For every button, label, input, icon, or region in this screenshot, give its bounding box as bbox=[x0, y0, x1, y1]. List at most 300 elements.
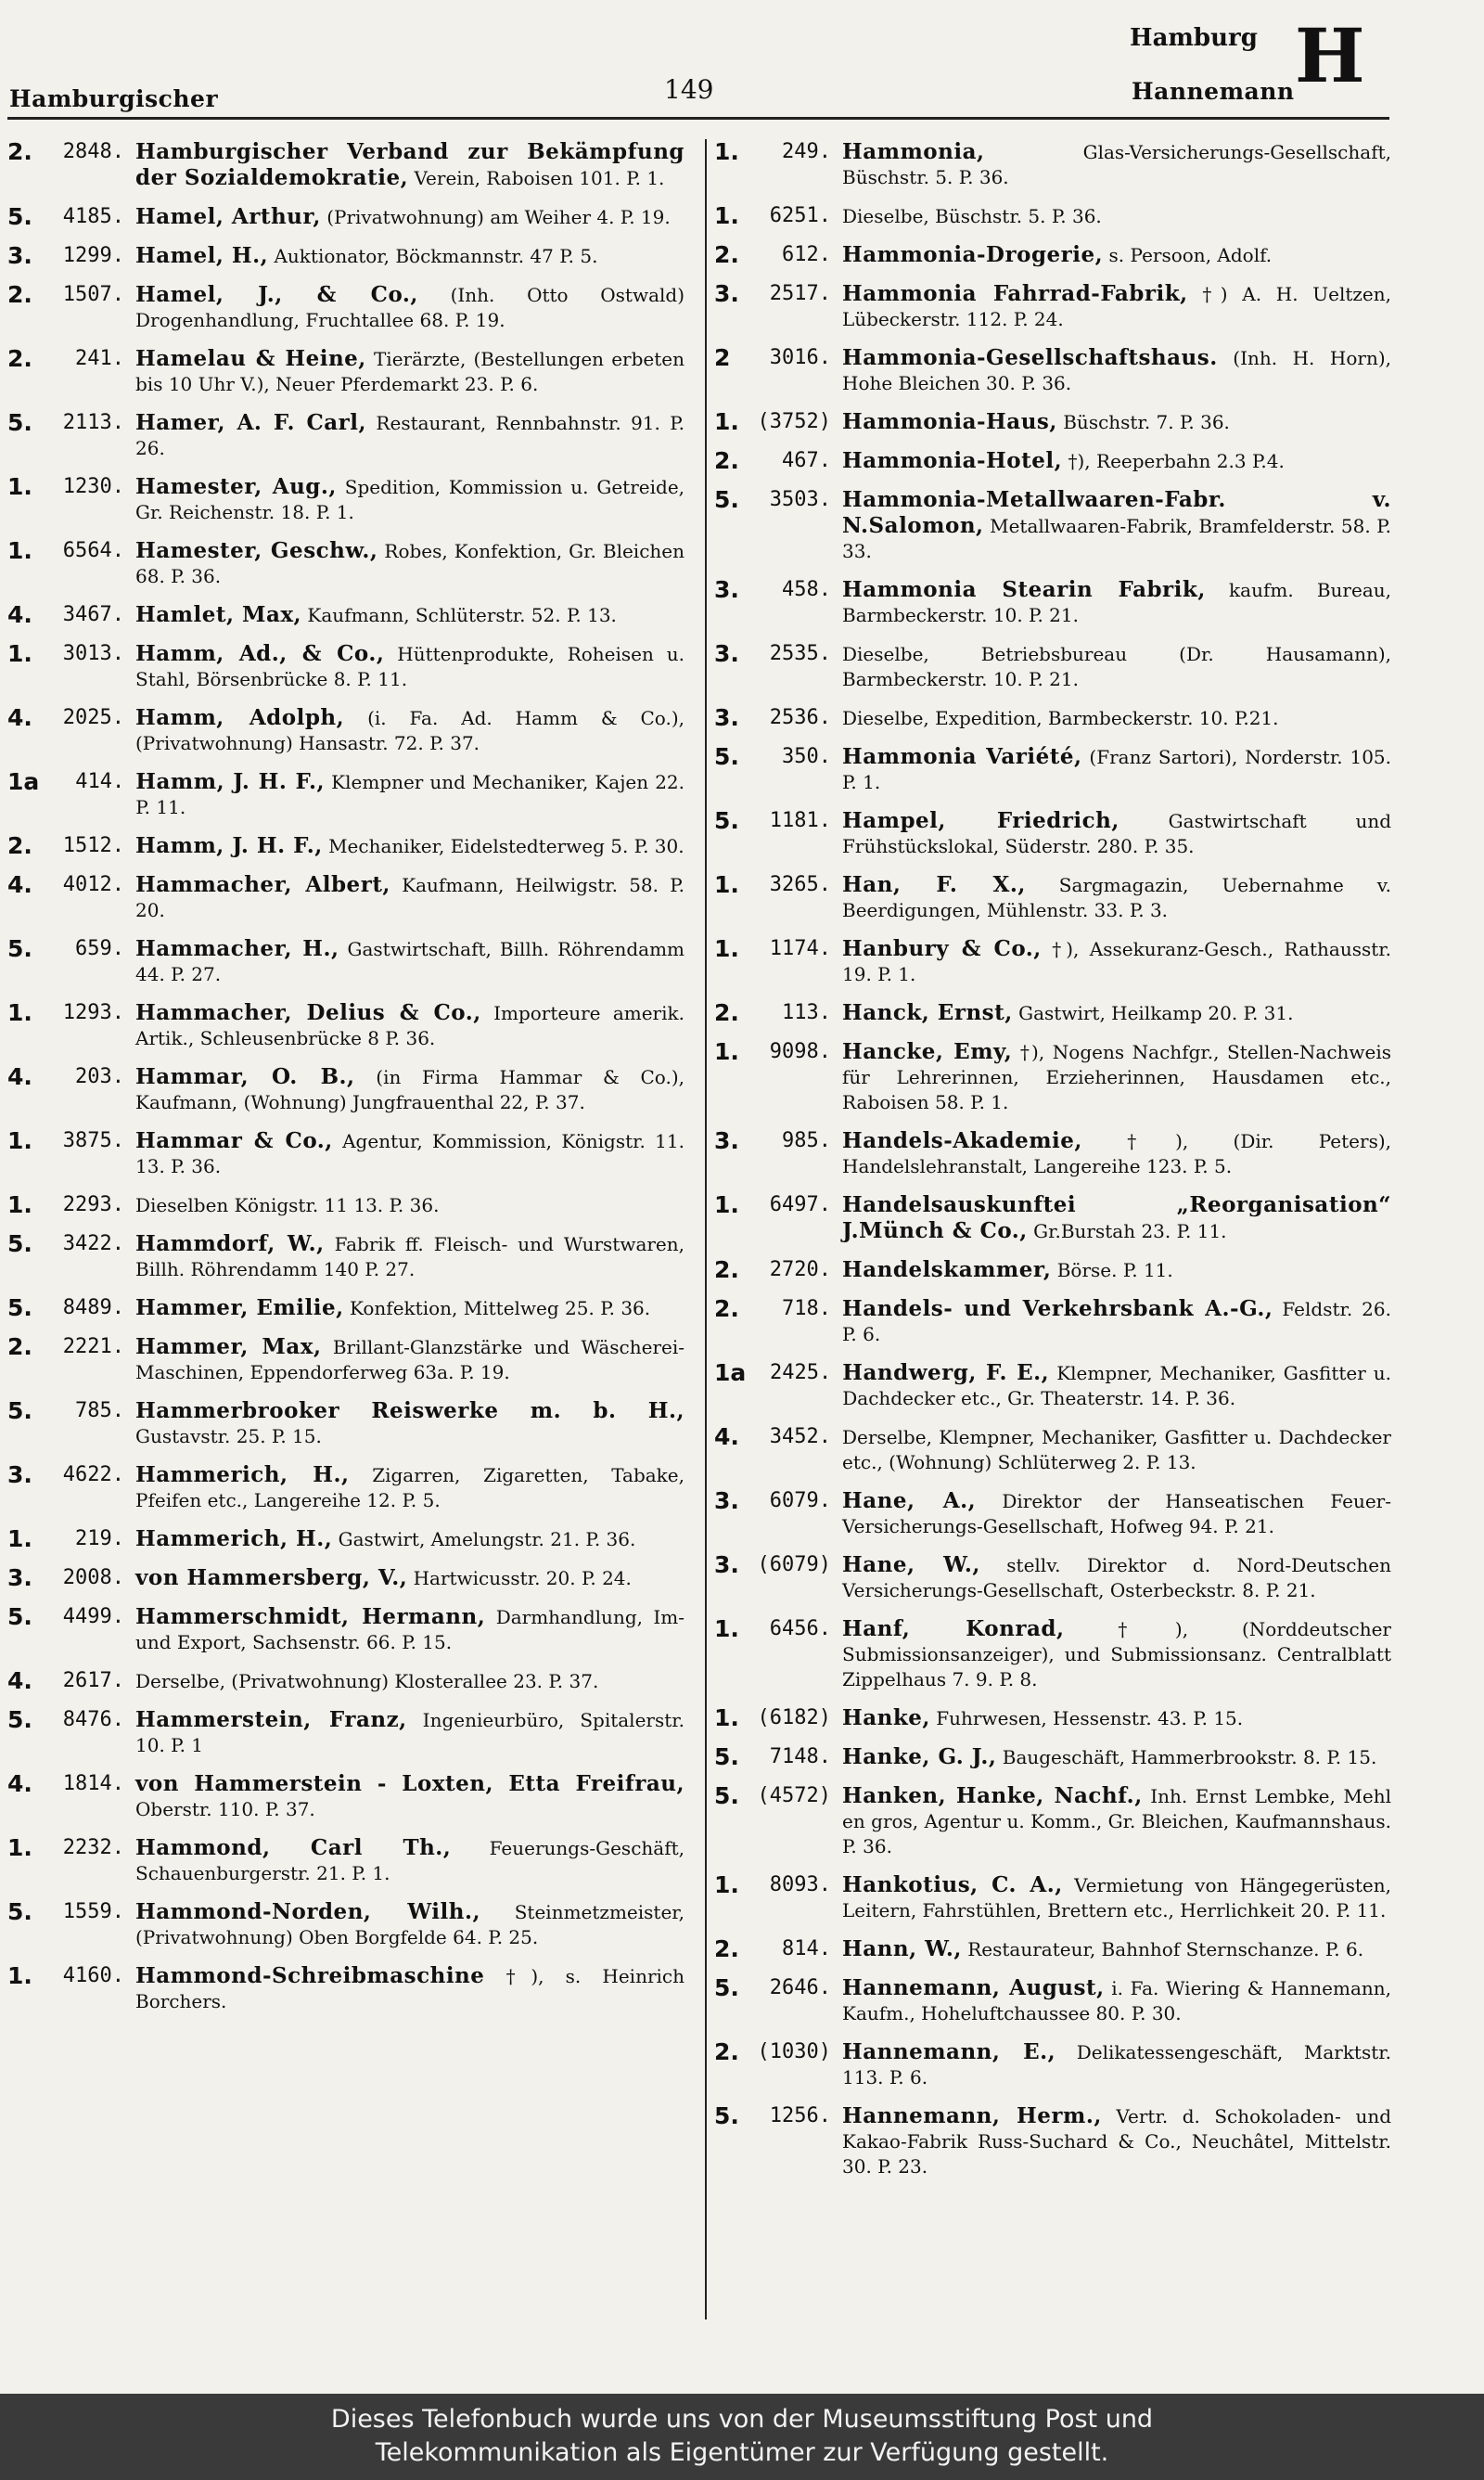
subscriber-details: Restaurant, Rennbahnstr. 91. P. 26. bbox=[135, 412, 684, 459]
subscriber-details: †) A. H. Ueltzen, Lübeckerstr. 112. P. 24. bbox=[842, 283, 1391, 330]
directory-entry bbox=[714, 409, 1391, 435]
directory-entry bbox=[714, 1616, 1391, 1692]
subscriber-details: Derselbe, (Privatwohnung) Klosterallee 23. P. 37. bbox=[135, 1670, 599, 1692]
running-head-left: Hamburgischer bbox=[9, 85, 219, 112]
phone-number: 6497. bbox=[769, 1193, 831, 1216]
entry-text bbox=[135, 1000, 684, 1051]
entry-text bbox=[842, 2103, 1391, 2179]
phone-number: 1293. bbox=[62, 1001, 124, 1024]
directory-entry bbox=[714, 1744, 1391, 1770]
phone-number: 814. bbox=[782, 1937, 831, 1960]
subscriber-name: Hamester, Aug., bbox=[135, 474, 337, 499]
subscriber-details: Darmhandlung, Im- und Export, Sachsenstr. 66. P. 15. bbox=[135, 1606, 684, 1653]
phone-number: 1299. bbox=[62, 244, 124, 267]
phone-number: 2535. bbox=[769, 642, 831, 665]
phone-number: 241. bbox=[75, 347, 124, 370]
exchange-prefix: 1. bbox=[714, 935, 739, 962]
directory-entry bbox=[714, 1552, 1391, 1603]
entry-text bbox=[135, 1565, 684, 1591]
subscriber-details: Derselbe, Klempner, Mechaniker, Gasfitter u. Dachdecker etc., (Wohnung) Schlüterweg 2. P. 13. bbox=[842, 1426, 1391, 1473]
entry-text bbox=[842, 1552, 1391, 1603]
directory-entry bbox=[7, 1295, 684, 1321]
phone-number: 2293. bbox=[62, 1193, 124, 1216]
directory-entry bbox=[7, 243, 684, 269]
directory-entry bbox=[7, 538, 684, 589]
subscriber-details: (i. Fa. Ad. Hamm & Co.), (Privatwohnung) Hansastr. 72. P. 37. bbox=[135, 707, 684, 754]
phone-number: 4499. bbox=[62, 1605, 124, 1628]
subscriber-name: Hammacher, Albert, bbox=[135, 872, 390, 897]
entry-text bbox=[135, 204, 684, 230]
directory-entry bbox=[714, 2039, 1391, 2090]
directory-entry bbox=[714, 1257, 1391, 1283]
entry-text bbox=[135, 346, 684, 397]
exchange-prefix: 1. bbox=[7, 999, 32, 1026]
subscriber-details: i. Fa. Wiering & Hannemann, Kaufm., Hoheluftchaussee 80. P. 30. bbox=[842, 1977, 1391, 2024]
entry-text bbox=[842, 1705, 1391, 1731]
subscriber-name: Hammerich, H., bbox=[135, 1462, 350, 1487]
subscriber-name: Hannemann, Herm., bbox=[842, 2103, 1102, 2128]
entry-text bbox=[842, 1744, 1391, 1770]
exchange-prefix: 2. bbox=[7, 832, 32, 859]
phone-number: (3752) bbox=[757, 410, 831, 433]
directory-entry bbox=[714, 1000, 1391, 1026]
entry-text bbox=[842, 705, 1391, 731]
phone-number: 414. bbox=[75, 770, 125, 793]
subscriber-name: Hammer, Emilie, bbox=[135, 1295, 344, 1320]
exchange-prefix: 4. bbox=[714, 1423, 739, 1450]
entry-text bbox=[135, 936, 684, 987]
exchange-prefix: 1. bbox=[7, 1525, 32, 1552]
exchange-prefix: 2. bbox=[714, 2038, 739, 2065]
subscriber-name: Hamm, J. H. F., bbox=[135, 833, 323, 858]
phone-number: (4572) bbox=[757, 1784, 831, 1807]
directory-entry bbox=[714, 242, 1391, 268]
directory-entry bbox=[7, 1064, 684, 1115]
subscriber-details: Agentur, Kommission, Königstr. 11. 13. P. 36. bbox=[135, 1130, 684, 1177]
subscriber-name: Hane, W., bbox=[842, 1552, 980, 1577]
entry-text bbox=[842, 1936, 1391, 1962]
exchange-prefix: 1. bbox=[7, 1191, 32, 1218]
subscriber-name: Hancke, Emy, bbox=[842, 1039, 1013, 1064]
entry-text bbox=[135, 1231, 684, 1282]
exchange-prefix: 2. bbox=[714, 1256, 739, 1283]
subscriber-name: Hammacher, H., bbox=[135, 936, 339, 961]
phone-number: 467. bbox=[782, 449, 831, 472]
subscriber-name: Hammar, O. B., bbox=[135, 1064, 355, 1089]
directory-entry bbox=[714, 1360, 1391, 1411]
subscriber-details: Gastwirtschaft und Frühstückslokal, Süderstr. 280. P. 35. bbox=[842, 810, 1391, 857]
phone-number: 458. bbox=[782, 578, 831, 601]
subscriber-details: Gustavstr. 25. P. 15. bbox=[135, 1425, 322, 1447]
entry-text bbox=[842, 872, 1391, 923]
subscriber-details: Kaufmann, Heilwigstr. 58. P. 20. bbox=[135, 874, 684, 921]
subscriber-details: Gastwirt, Amelungstr. 21. P. 36. bbox=[338, 1528, 636, 1550]
subscriber-details: Hüttenprodukte, Roheisen u. Stahl, Börsenbrücke 8. P. 11. bbox=[135, 643, 684, 690]
phone-number: 1181. bbox=[769, 809, 831, 832]
directory-entry bbox=[7, 1462, 684, 1513]
subscriber-details: Fuhrwesen, Hessenstr. 43. P. 15. bbox=[936, 1707, 1244, 1729]
phone-number: 350. bbox=[782, 745, 831, 768]
phone-number: 219. bbox=[75, 1527, 124, 1550]
phone-number: 1230. bbox=[62, 475, 124, 498]
subscriber-details: Delikatessengeschäft, Marktstr. 113. P. 6. bbox=[842, 2041, 1391, 2088]
directory-entry bbox=[714, 577, 1391, 628]
subscriber-name: Hammonia Fahrrad-Fabrik, bbox=[842, 281, 1188, 306]
directory-entry bbox=[7, 1526, 684, 1552]
exchange-prefix: 5. bbox=[7, 1230, 32, 1257]
exchange-prefix: 5. bbox=[7, 1898, 32, 1925]
exchange-prefix: 1. bbox=[714, 1704, 739, 1731]
subscriber-name: Hammerich, H., bbox=[135, 1526, 333, 1551]
subscriber-details: †), Reeperbahn 2.3 P.4. bbox=[1068, 450, 1285, 472]
subscriber-name: Hammerstein, Franz, bbox=[135, 1707, 407, 1732]
phone-number: 4622. bbox=[62, 1463, 124, 1486]
subscriber-details: †), s. Heinrich Borchers. bbox=[135, 1965, 684, 2012]
exchange-prefix: 3. bbox=[714, 1551, 739, 1578]
subscriber-details: Sargmagazin, Uebernahme v. Beerdigungen, Mühlenstr. 33. P. 3. bbox=[842, 874, 1391, 921]
directory-entry bbox=[714, 744, 1391, 795]
phone-number: 2025. bbox=[62, 706, 124, 729]
entry-text bbox=[135, 1192, 684, 1218]
directory-entry bbox=[7, 872, 684, 923]
exchange-prefix: 4. bbox=[7, 1770, 32, 1797]
exchange-prefix: 3. bbox=[714, 1127, 739, 1154]
exchange-prefix: 4. bbox=[7, 871, 32, 898]
entry-text bbox=[842, 577, 1391, 628]
subscriber-name: Hanck, Ernst, bbox=[842, 1000, 1013, 1025]
entry-text bbox=[842, 641, 1391, 692]
phone-number: (6079) bbox=[757, 1553, 831, 1576]
subscriber-name: Hammonia Variété, bbox=[842, 744, 1082, 769]
exchange-prefix: 4. bbox=[7, 704, 32, 731]
phone-number: 1512. bbox=[62, 834, 124, 857]
entry-text bbox=[842, 1360, 1391, 1411]
subscriber-details: Importeure amerik. Artik., Schleusenbrücke 8 P. 36. bbox=[135, 1002, 684, 1049]
directory-entry bbox=[7, 602, 684, 628]
exchange-prefix: 5. bbox=[7, 1603, 32, 1630]
subscriber-name: Hammonia Stearin Fabrik, bbox=[842, 577, 1206, 602]
entry-text bbox=[135, 282, 684, 333]
phone-number: 9098. bbox=[769, 1040, 831, 1063]
phone-number: 7148. bbox=[769, 1745, 831, 1768]
directory-entry bbox=[7, 1771, 684, 1822]
exchange-prefix: 2. bbox=[714, 1935, 739, 1962]
exchange-prefix: 1. bbox=[7, 1834, 32, 1861]
exchange-prefix: 3. bbox=[714, 280, 739, 307]
subscriber-details: Feldstr. 26. P. 6. bbox=[842, 1298, 1391, 1345]
phone-number: 1507. bbox=[62, 283, 124, 306]
entry-text bbox=[842, 487, 1391, 564]
subscriber-details: Hartwicusstr. 20. P. 24. bbox=[413, 1567, 632, 1589]
subscriber-name: Hanke, G. J., bbox=[842, 1744, 997, 1769]
subscriber-name: Hammonia-Gesellschaftshaus. bbox=[842, 345, 1218, 370]
directory-entry bbox=[714, 1975, 1391, 2026]
phone-number: 8476. bbox=[62, 1708, 124, 1731]
subscriber-name: Hamburgischer Verband zur Bekämpfung der Sozialdemokratie, bbox=[135, 139, 684, 190]
phone-number: 249. bbox=[782, 140, 831, 163]
directory-entry bbox=[714, 1424, 1391, 1475]
phone-number: 203. bbox=[75, 1065, 124, 1088]
exchange-prefix: 1. bbox=[7, 1962, 32, 1989]
exchange-prefix: 1. bbox=[714, 202, 739, 229]
directory-entry bbox=[7, 1899, 684, 1950]
phone-number: 1174. bbox=[769, 937, 831, 960]
phone-number: 2848. bbox=[62, 140, 124, 163]
phone-number: 6079. bbox=[769, 1489, 831, 1512]
directory-entry bbox=[714, 1783, 1391, 1859]
directory-entry bbox=[714, 1192, 1391, 1244]
phone-number: 4160. bbox=[62, 1964, 124, 1987]
subscriber-name: Hammacher, Delius & Co., bbox=[135, 1000, 481, 1025]
entry-text bbox=[842, 1000, 1391, 1026]
exchange-prefix: 2. bbox=[714, 999, 739, 1026]
subscriber-details: Dieselbe, Büschstr. 5. P. 36. bbox=[842, 205, 1102, 227]
subscriber-name: Hanbury & Co., bbox=[842, 936, 1042, 961]
entry-text bbox=[135, 1771, 684, 1822]
directory-entry bbox=[7, 705, 684, 756]
subscriber-details: Gastwirt, Heilkamp 20. P. 31. bbox=[1018, 1002, 1294, 1024]
subscriber-details: Büschstr. 7. P. 36. bbox=[1063, 411, 1230, 433]
entry-text bbox=[842, 1192, 1391, 1244]
exchange-prefix: 2. bbox=[7, 139, 32, 165]
subscriber-details: Mechaniker, Eidelstedterweg 5. P. 30. bbox=[328, 835, 684, 857]
running-head-right-bottom: Hannemann bbox=[1132, 78, 1295, 105]
entry-text bbox=[842, 1296, 1391, 1347]
directory-entry bbox=[714, 139, 1391, 190]
entry-text bbox=[842, 409, 1391, 435]
subscriber-details: Inh. Ernst Lembke, Mehl en gros, Agentur u. Komm., Gr. Bleichen, Kaufmannshaus. P. 36. bbox=[842, 1785, 1391, 1857]
entry-text bbox=[135, 1707, 684, 1758]
phone-number: 3265. bbox=[769, 873, 831, 896]
subscriber-name: Hammonia, bbox=[842, 139, 985, 164]
entry-text bbox=[842, 2039, 1391, 2090]
phone-number: 3452. bbox=[769, 1425, 831, 1448]
phone-number: 3422. bbox=[62, 1232, 124, 1255]
subscriber-details: (Privatwohnung) am Weiher 4. P. 19. bbox=[326, 206, 671, 228]
subscriber-details: Dieselbe, Betriebsbureau (Dr. Hausamann), Barmbeckerstr. 10. P. 21. bbox=[842, 643, 1391, 690]
subscriber-details: Metallwaaren-Fabrik, Bramfelderstr. 58. P. 33. bbox=[842, 515, 1391, 562]
entry-text bbox=[135, 769, 684, 820]
phone-number: 2517. bbox=[769, 282, 831, 305]
subscriber-name: Handels- und Verkehrsbank A.-G., bbox=[842, 1296, 1273, 1321]
subscriber-name: Hammerbrooker Reiswerke m. b. H., bbox=[135, 1398, 684, 1423]
running-head-right-top: Hamburg bbox=[1130, 24, 1258, 52]
directory-entry bbox=[7, 1668, 684, 1694]
exchange-prefix: 2. bbox=[714, 447, 739, 474]
directory-entry bbox=[7, 139, 684, 191]
phone-number: 6564. bbox=[62, 539, 124, 562]
entry-text bbox=[135, 243, 684, 269]
entry-text bbox=[135, 1334, 684, 1385]
directory-entry bbox=[7, 346, 684, 397]
entry-text bbox=[135, 833, 684, 859]
directory-entry bbox=[7, 1707, 684, 1758]
subscriber-name: Hammonia-Metallwaaren-Fabr. v. N.Salomon, bbox=[842, 487, 1391, 538]
entry-text bbox=[842, 1616, 1391, 1692]
exchange-prefix: 1. bbox=[714, 139, 739, 165]
subscriber-details: Klempner und Mechaniker, Kajen 22. P. 11. bbox=[135, 771, 684, 818]
directory-entry bbox=[714, 872, 1391, 923]
exchange-prefix: 1. bbox=[714, 1615, 739, 1642]
directory-entry bbox=[7, 474, 684, 525]
phone-number: 659. bbox=[75, 937, 124, 960]
entry-text bbox=[842, 1783, 1391, 1859]
subscriber-details: Brillant-Glanzstärke und Wäscherei-Maschinen, Eppendorferweg 63a. P. 19. bbox=[135, 1336, 684, 1383]
subscriber-name: Hannemann, E., bbox=[842, 2039, 1056, 2064]
phone-number: 3467. bbox=[62, 603, 124, 626]
directory-entry bbox=[714, 808, 1391, 859]
directory-entry bbox=[7, 1963, 684, 2014]
phone-number: (1030) bbox=[757, 2040, 831, 2063]
phone-number: 113. bbox=[782, 1001, 831, 1024]
entry-text bbox=[135, 1604, 684, 1655]
entry-text bbox=[135, 872, 684, 923]
phone-number: 3875. bbox=[62, 1129, 124, 1152]
entry-text bbox=[135, 1128, 684, 1179]
subscriber-name: Hamel, Arthur, bbox=[135, 204, 321, 229]
phone-number: 785. bbox=[75, 1399, 124, 1422]
phone-number: 612. bbox=[782, 243, 831, 266]
section-letter: H bbox=[1295, 12, 1365, 99]
directory-entry bbox=[714, 1872, 1391, 1923]
exchange-prefix: 5. bbox=[714, 2102, 739, 2129]
subscriber-details: Gr.Burstah 23. P. 11. bbox=[1033, 1220, 1227, 1242]
subscriber-details: s. Persoon, Adolf. bbox=[1108, 244, 1273, 266]
exchange-prefix: 5. bbox=[714, 1974, 739, 2001]
subscriber-details: Dieselbe, Expedition, Barmbeckerstr. 10. P.21. bbox=[842, 707, 1279, 729]
entry-text bbox=[842, 139, 1391, 190]
phone-number: 4185. bbox=[62, 205, 124, 228]
entry-text bbox=[842, 203, 1391, 229]
subscriber-name: Handwerg, F. E., bbox=[842, 1360, 1050, 1385]
subscriber-name: Hamer, A. F. Carl, bbox=[135, 410, 367, 435]
subscriber-details: †), Nogens Nachfgr., Stellen-Nachweis für Lehrerinnen, Erzieherinnen, Hausdamen etc., Raboisen 58. P. 1. bbox=[842, 1041, 1391, 1113]
subscriber-name: Hampel, Friedrich, bbox=[842, 808, 1119, 833]
subscriber-details: Vermietung von Hängegerüsten, Leitern, Fahrstühlen, Brettern etc., Herrlichkeit 20. P. 11. bbox=[842, 1874, 1391, 1921]
entry-text bbox=[135, 1295, 684, 1321]
entry-text bbox=[135, 1668, 684, 1694]
subscriber-details: Dieselben Königstr. 11 13. P. 36. bbox=[135, 1194, 440, 1216]
directory-entry bbox=[714, 487, 1391, 564]
entry-text bbox=[135, 139, 684, 191]
exchange-prefix: 4. bbox=[7, 601, 32, 628]
subscriber-details: Oberstr. 110. P. 37. bbox=[135, 1798, 315, 1820]
entry-text bbox=[842, 448, 1391, 474]
directory-entry bbox=[714, 203, 1391, 229]
exchange-prefix: 5. bbox=[714, 1743, 739, 1770]
entry-text bbox=[135, 1398, 684, 1449]
entry-text bbox=[842, 808, 1391, 859]
directory-entry bbox=[7, 204, 684, 230]
directory-entry bbox=[7, 833, 684, 859]
directory-entry bbox=[7, 1565, 684, 1591]
directory-entry bbox=[7, 769, 684, 820]
phone-number: 2646. bbox=[769, 1976, 831, 1999]
exchange-prefix: 3. bbox=[714, 576, 739, 603]
header-rule bbox=[7, 117, 1389, 120]
subscriber-details: Klempner, Mechaniker, Gasfitter u. Dachdecker etc., Gr. Theaterstr. 14. P. 36. bbox=[842, 1362, 1391, 1409]
phone-number: 8489. bbox=[62, 1296, 124, 1319]
subscriber-name: Hanke, bbox=[842, 1705, 930, 1730]
right-column bbox=[714, 139, 1391, 2329]
directory-entry bbox=[714, 448, 1391, 474]
entry-text bbox=[135, 1462, 684, 1513]
exchange-prefix: 1. bbox=[714, 408, 739, 435]
phone-number: 1559. bbox=[62, 1900, 124, 1923]
entry-text bbox=[135, 474, 684, 525]
phone-number: 1814. bbox=[62, 1772, 124, 1795]
subscriber-name: Hamester, Geschw., bbox=[135, 538, 378, 563]
directory-entry bbox=[7, 1398, 684, 1449]
subscriber-name: Hane, A., bbox=[842, 1488, 977, 1513]
directory-entry bbox=[714, 1296, 1391, 1347]
directory-entry bbox=[7, 641, 684, 692]
directory-entry bbox=[714, 705, 1391, 731]
ownership-note bbox=[0, 2394, 1484, 2480]
ownership-note-line-1: Dieses Telefonbuch wurde uns von der Museumsstiftung Post und bbox=[330, 2405, 1154, 2434]
subscriber-details: (Inh. Otto Ostwald) Drogenhandlung, Fruchtallee 68. P. 19. bbox=[135, 284, 684, 331]
subscriber-details: (Inh. H. Horn), Hohe Bleichen 30. P. 36. bbox=[842, 347, 1391, 394]
subscriber-name: Hamm, Ad., & Co., bbox=[135, 641, 385, 666]
subscriber-details: Feuerungs-Geschäft, Schauenburgerstr. 21. P. 1. bbox=[135, 1837, 684, 1884]
directory-entry bbox=[714, 1705, 1391, 1731]
subscriber-name: Hanken, Hanke, Nachf., bbox=[842, 1783, 1143, 1808]
page-number: 149 bbox=[664, 74, 714, 105]
subscriber-name: von Hammerstein - Loxten, Etta Freifrau, bbox=[135, 1771, 684, 1796]
subscriber-name: Hammond, Carl Th., bbox=[135, 1835, 452, 1860]
subscriber-details: (Franz Sartori), Norderstr. 105. P. 1. bbox=[842, 746, 1391, 793]
entry-text bbox=[842, 1488, 1391, 1539]
phone-number: 2720. bbox=[769, 1258, 831, 1281]
exchange-prefix: 2 bbox=[714, 344, 731, 371]
exchange-prefix: 3. bbox=[7, 1564, 32, 1591]
subscriber-name: Hammer, Max, bbox=[135, 1334, 322, 1359]
exchange-prefix: 1. bbox=[7, 1127, 32, 1154]
directory-entry bbox=[714, 345, 1391, 396]
subscriber-name: Handelsauskunftei „Reorganisation“ J.Münch & Co., bbox=[842, 1192, 1391, 1243]
exchange-prefix: 1. bbox=[714, 1191, 739, 1218]
exchange-prefix: 1. bbox=[714, 1038, 739, 1065]
subscriber-details: †), Assekuranz-Gesch., Rathausstr. 19. P. 1. bbox=[842, 938, 1391, 985]
subscriber-name: Hamm, J. H. F., bbox=[135, 769, 326, 794]
entry-text bbox=[842, 744, 1391, 795]
subscriber-details: Fabrik ff. Fleisch- und Wurstwaren, Billh. Röhrendamm 140 P. 27. bbox=[135, 1233, 684, 1280]
exchange-prefix: 3. bbox=[7, 1461, 32, 1488]
entry-text bbox=[135, 538, 684, 589]
directory-entry bbox=[7, 936, 684, 987]
subscriber-name: Hammond-Norden, Wilh., bbox=[135, 1899, 480, 1924]
entry-text bbox=[842, 1257, 1391, 1283]
subscriber-details: Gastwirtschaft, Billh. Röhrendamm 44. P. 27. bbox=[135, 938, 684, 985]
subscriber-name: Hanf, Konrad, bbox=[842, 1616, 1065, 1641]
directory-entry bbox=[714, 1128, 1391, 1179]
exchange-prefix: 4. bbox=[7, 1667, 32, 1694]
entry-text bbox=[842, 242, 1391, 268]
exchange-prefix: 1. bbox=[7, 537, 32, 564]
phone-number: 718. bbox=[782, 1297, 831, 1320]
directory-entry bbox=[714, 1936, 1391, 1962]
subscriber-details: Verein, Raboisen 101. P. 1. bbox=[414, 167, 665, 189]
subscriber-details: Tierärzte, (Bestellungen erbeten bis 10 Uhr V.), Neuer Pferdemarkt 23. P. 6. bbox=[135, 348, 684, 395]
entry-text bbox=[842, 281, 1391, 332]
directory-entry bbox=[714, 1488, 1391, 1539]
exchange-prefix: 5. bbox=[7, 1397, 32, 1424]
subscriber-details: Konfektion, Mittelweg 25. P. 36. bbox=[349, 1297, 651, 1319]
exchange-prefix: 1a bbox=[714, 1359, 747, 1386]
directory-entry bbox=[714, 281, 1391, 332]
directory-entry bbox=[7, 1231, 684, 1282]
entry-text bbox=[842, 936, 1391, 987]
